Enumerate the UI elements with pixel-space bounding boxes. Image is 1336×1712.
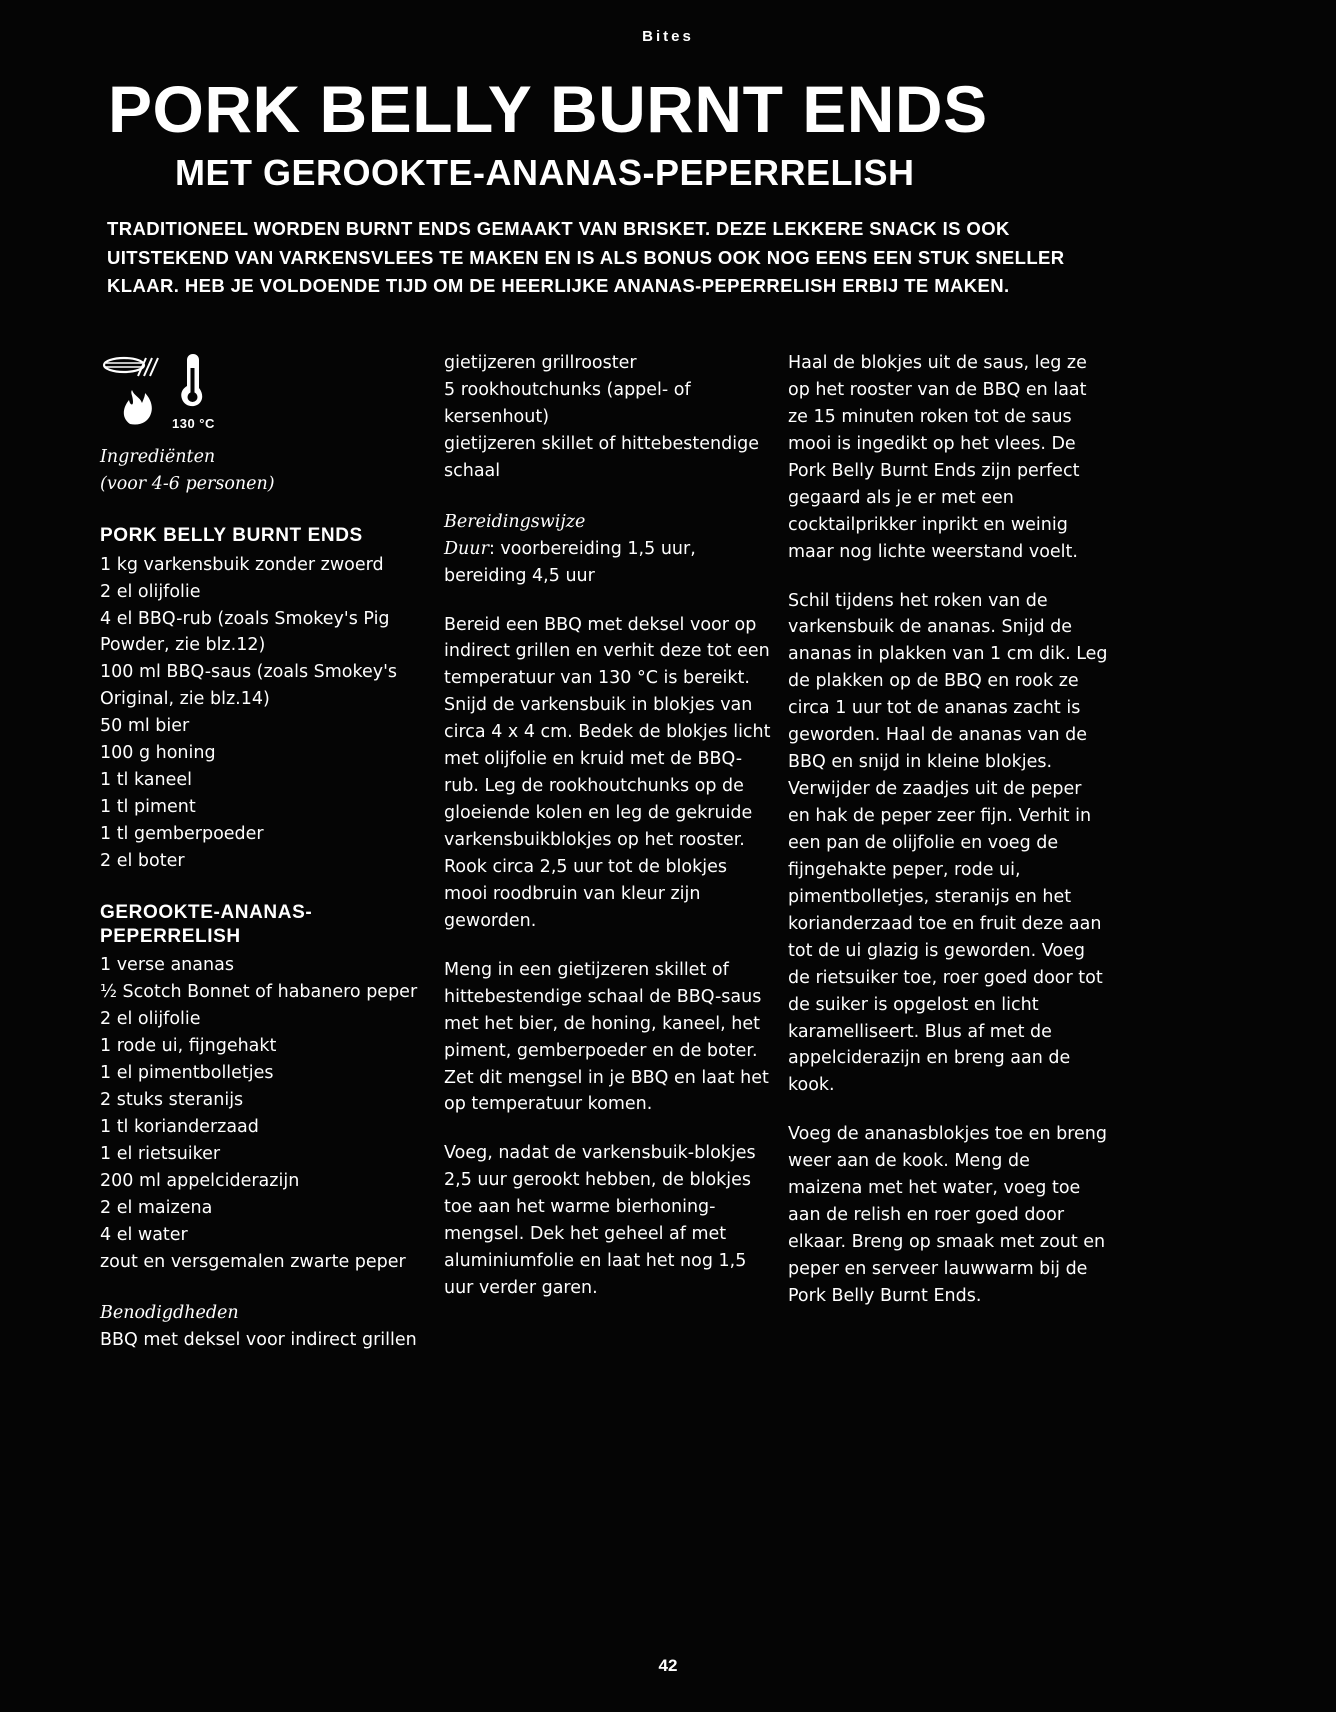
section-heading-burnt-ends: PORK BELLY BURNT ENDS (100, 524, 363, 546)
method-paragraph: Voeg de ananasblokjes toe en breng weer aan de kook. Meng de maizena met het water, voeg toe aan de relish en roer goed door elkaar. Breng op smaak met zout en peper en serveer lauwwarm bij de Pork Belly Burnt Ends. (788, 1124, 1107, 1306)
list-item: 100 ml BBQ-saus (zoals Smokey's Original, zie blz.14) (100, 662, 403, 710)
page-number: 42 (658, 1656, 678, 1675)
list-item: 2 stuks steranijs (100, 1090, 244, 1111)
method-paragraph: Bereid een BBQ met deksel voor op indirect grillen en verhit deze tot een temperatuur van 130 °C is bereikt. Snijd de varkensbuik in blokjes van circa 4 x 4 cm. Bedek de blokjes licht met olijfolie en kruid met de BBQ-rub. Leg de rookhoutchunks op de gloeiende kolen en leg de gekruide varkensbuikblokjes op het rooster. Rook circa 2,5 uur tot de blokjes mooi roodbruin van kleur zijn geworden. (444, 614, 771, 931)
list-item: 100 g honing (100, 743, 216, 764)
needed-label: Benodigdheden (100, 1302, 239, 1323)
list-item: 2 el boter (100, 850, 185, 871)
servings-label: (voor 4-6 personen) (100, 473, 275, 494)
page-kicker: Bites (642, 28, 694, 45)
temperature-label: 130 °C (172, 416, 215, 431)
list-item: BBQ met deksel voor indirect grillen (100, 1329, 417, 1350)
duration-text: : voorbereiding 1,5 uur, bereiding 4,5 uur (444, 538, 696, 586)
intro-paragraph: TRADITIONEEL WORDEN BURNT ENDS GEMAAKT VAN BRISKET. DEZE LEKKERE SNACK IS OOK UITSTEKEND VAN VARKENSVLEES TE MAKEN EN IS ALS BONUS OOK NOG EENS EEN STUK SNELLER KLAAR. HEB JE VOLDOENDE TIJD OM DE HEERLIJKE ANANAS-PEPERRELISH ERBIJ TE MAKEN. (107, 218, 1065, 297)
list-item: 1 tl piment (100, 797, 196, 818)
list-item: zout en versgemalen zwarte peper (100, 1251, 406, 1272)
ingredient-list-relish (100, 952, 435, 1275)
list-item: ½ Scotch Bonnet of habanero peper (100, 982, 418, 1003)
method-paragraph: Schil tijdens het roken van de varkensbuik de ananas. Snijd de ananas in plakken van 1 cm dik. Leg de plakken op de BBQ en rook ze circa 1 uur tot de ananas zacht is geworden. Haal de ananas van de BBQ en snijd in kleine blokjes. Verwijder de zaadjes uit de peper en hak de peper zeer fijn. Verhit in een pan de olijfolie en voeg de fijngehakte peper, rode ui, pimentbolletjes, steranijs en het korianderzaad toe en fruit deze aan tot de ui glazig is geworden. Voeg de rietsuiker toe, roer goed door tot de suiker is opgelost en licht karamelliseert. Blus af met de appelciderazijn en breng aan de kook. (788, 590, 1108, 1096)
list-item: 2 el maizena (100, 1197, 213, 1218)
thermometer-icon (178, 352, 208, 419)
method-paragraph: Meng in een gietijzeren skillet of hittebestendige schaal de BBQ-saus met het bier, de honing, kaneel, het piment, gemberpoeder en de boter. Zet dit mengsel in je BBQ en laat het op temperatuur komen. (444, 959, 769, 1115)
method-paragraph: Voeg, nadat de varkensbuik-blokjes 2,5 uur gerookt hebben, de blokjes toe aan het warme bierhoning-mengsel. Dek het geheel af met aluminiumfolie en laat het nog 1,5 uur verder garen. (444, 1143, 756, 1299)
list-item: 1 kg varkensbuik zonder zwoerd (100, 554, 384, 575)
flame-icon (118, 390, 158, 435)
list-item: 4 el BBQ-rub (zoals Smokey's Pig Powder, zie blz.12) (100, 608, 396, 656)
duration-label: Duur (444, 538, 489, 559)
list-item: 1 rode ui, fijngehakt (100, 1036, 277, 1057)
list-item: gietijzeren grillrooster (444, 353, 637, 373)
list-item: 4 el water (100, 1224, 188, 1245)
list-item: 5 rookhoutchunks (appel- of kersenhout) (444, 379, 697, 427)
section-heading-relish: GEROOKTE-ANANAS-PEPERRELISH (100, 901, 313, 947)
list-item: 2 el olijfolie (100, 581, 201, 602)
list-item: gietijzeren skillet of hittebestendige schaal (444, 433, 765, 481)
list-item: 1 verse ananas (100, 955, 234, 976)
column-ingredients (100, 350, 435, 1354)
needed-list (100, 1327, 435, 1354)
ingredient-list-burnt-ends (100, 552, 435, 875)
method-paragraph: Haal de blokjes uit de saus, leg ze op het rooster van de BBQ en laat ze 15 minuten roken tot de saus mooi is ingedikt op het vlees. De Pork Belly Burnt Ends zijn perfect gegaard als je er met een cocktailprikker inprikt en weinig maar nog lichte weerstand voelt. (788, 353, 1087, 562)
list-item: 1 tl korianderzaad (100, 1117, 259, 1137)
list-item: 2 el olijfolie (100, 1009, 201, 1030)
list-item: 200 ml appelciderazijn (100, 1170, 300, 1191)
icon-row (100, 350, 435, 432)
recipe-columns (100, 350, 1250, 1510)
list-item: 1 el rietsuiker (100, 1143, 221, 1164)
column-method-left (444, 350, 774, 1302)
ingredients-label: Ingrediënten (100, 447, 216, 467)
list-item: 1 el pimentbolletjes (100, 1063, 274, 1084)
needed-list-continued (444, 350, 774, 485)
duration-line (444, 536, 774, 590)
page-subtitle: MET GEROOKTE-ANANAS-PEPERRELISH (175, 152, 915, 193)
list-item: 1 tl kaneel (100, 770, 193, 791)
method-label: Bereidingswijze (444, 511, 586, 532)
list-item: 50 ml bier (100, 716, 190, 737)
list-item: 1 tl gemberpoeder (100, 824, 264, 844)
column-method-right (788, 350, 1108, 1310)
page-title: PORK BELLY BURNT ENDS (108, 72, 988, 146)
